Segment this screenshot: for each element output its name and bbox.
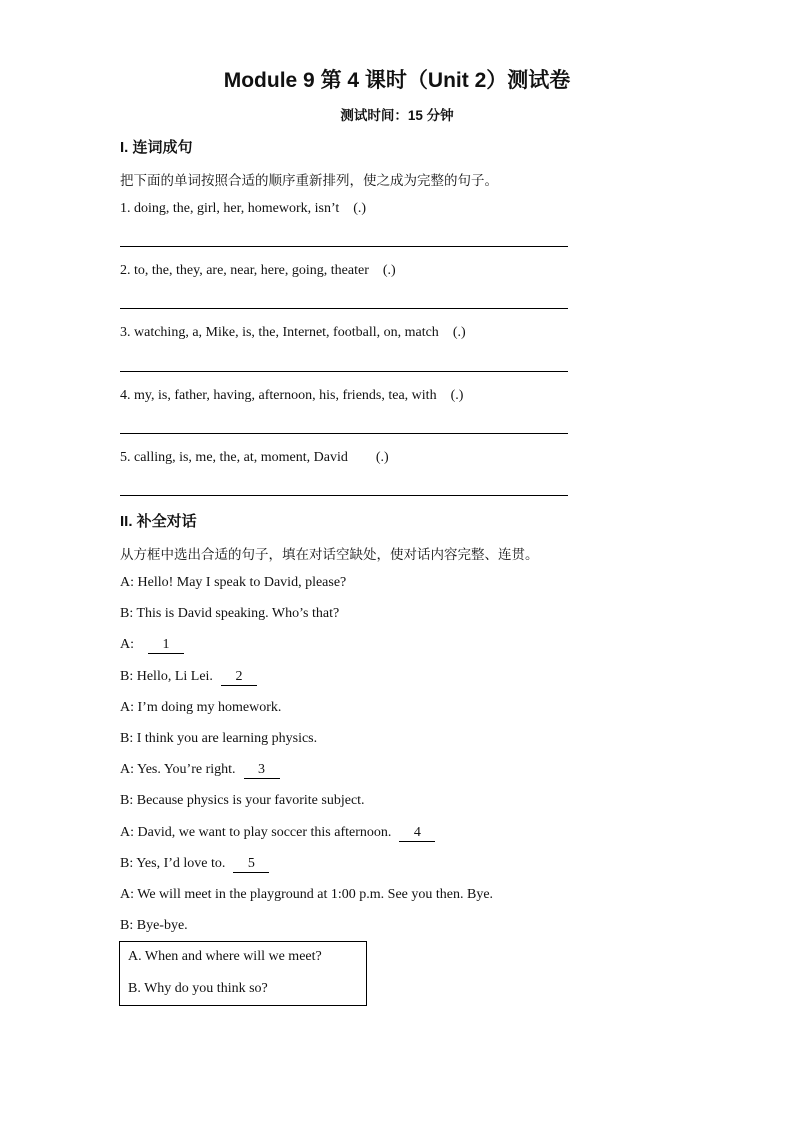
answer-line-2[interactable] [120, 308, 568, 309]
test-time: 测试时间：15 分钟 [340, 108, 454, 123]
dialogue-text: B: I think you are learning physics. [120, 731, 318, 746]
question-2 [120, 263, 396, 279]
dialogue-line [120, 669, 257, 686]
question-3-words: 3. watching, a, Mike, is, the, Internet, football, on, match [120, 325, 439, 340]
dialogue-text: A: David, we want to play soccer this afternoon. [120, 825, 392, 840]
question-2-punct: (.) [382, 263, 396, 278]
section-1-instruction: 把下面的单词按照合适的顺序重新排列，使之成为完整的句子。 [120, 173, 498, 189]
blank-4[interactable]: 4 [399, 825, 435, 842]
dialogue-line [120, 575, 346, 591]
answer-line-4[interactable] [120, 433, 568, 434]
question-3-punct: (.) [452, 325, 466, 340]
question-5-punct: (.) [375, 450, 389, 465]
dialogue-line [120, 856, 269, 873]
dialogue-line [120, 887, 493, 903]
blank-5[interactable]: 5 [233, 856, 269, 873]
blank-3[interactable]: 3 [244, 762, 280, 779]
question-3 [120, 325, 466, 341]
dialogue-line [120, 918, 188, 934]
question-1 [120, 201, 366, 217]
dialogue-text: B: Hello, Li Lei. [120, 669, 213, 684]
answer-line-5[interactable] [120, 495, 568, 496]
option-b: B. Why do you think so? [128, 981, 268, 996]
dialogue-text: A: I’m doing my homework. [120, 700, 282, 715]
dialogue-text: B: Bye-bye. [120, 918, 188, 933]
question-5 [120, 450, 389, 466]
dialogue-line [120, 700, 281, 716]
dialogue-text: B: Because physics is your favorite subject. [120, 793, 365, 808]
question-4-punct: (.) [450, 388, 464, 403]
dialogue-text: A: Yes. You’re right. [120, 762, 236, 777]
blank-1[interactable]: 1 [148, 637, 184, 654]
section-2-instruction: 从方框中选出合适的句子，填在对话空缺处，使对话内容完整、连贯。 [120, 547, 539, 563]
question-1-words: 1. doing, the, girl, her, homework, isn’t [120, 201, 340, 216]
dialogue-line [120, 606, 339, 622]
page-title: Module 9 第 4 课时（Unit 2）测试卷 [223, 69, 571, 92]
dialogue-text: B: Yes, I’d love to. [120, 856, 226, 871]
question-2-words: 2. to, the, they, are, near, here, going, theater [120, 263, 369, 278]
dialogue-text: B: This is David speaking. Who’s that? [120, 606, 340, 621]
dialogue-line [120, 793, 365, 809]
dialogue-line [120, 637, 184, 654]
option-a: A. When and where will we meet? [128, 949, 322, 964]
answer-line-3[interactable] [120, 371, 568, 372]
answer-line-1[interactable] [120, 246, 568, 247]
dialogue-line [120, 825, 435, 842]
dialogue-line [120, 731, 317, 747]
section-2-heading: II. 补全对话 [120, 513, 197, 530]
question-4 [120, 388, 463, 404]
options-box [119, 941, 367, 1006]
question-5-words: 5. calling, is, me, the, at, moment, David [120, 450, 348, 465]
question-1-punct: (.) [353, 201, 367, 216]
section-1-heading: I. 连词成句 [120, 139, 193, 156]
dialogue-text: A: [120, 637, 134, 652]
question-4-words: 4. my, is, father, having, afternoon, his, friends, tea, with [120, 388, 437, 403]
dialogue-line [120, 762, 280, 779]
dialogue-text: A: We will meet in the playground at 1:00 p.m. See you then. Bye. [120, 887, 494, 902]
dialogue-text: A: Hello! May I speak to David, please? [120, 575, 347, 590]
blank-2[interactable]: 2 [221, 669, 257, 686]
